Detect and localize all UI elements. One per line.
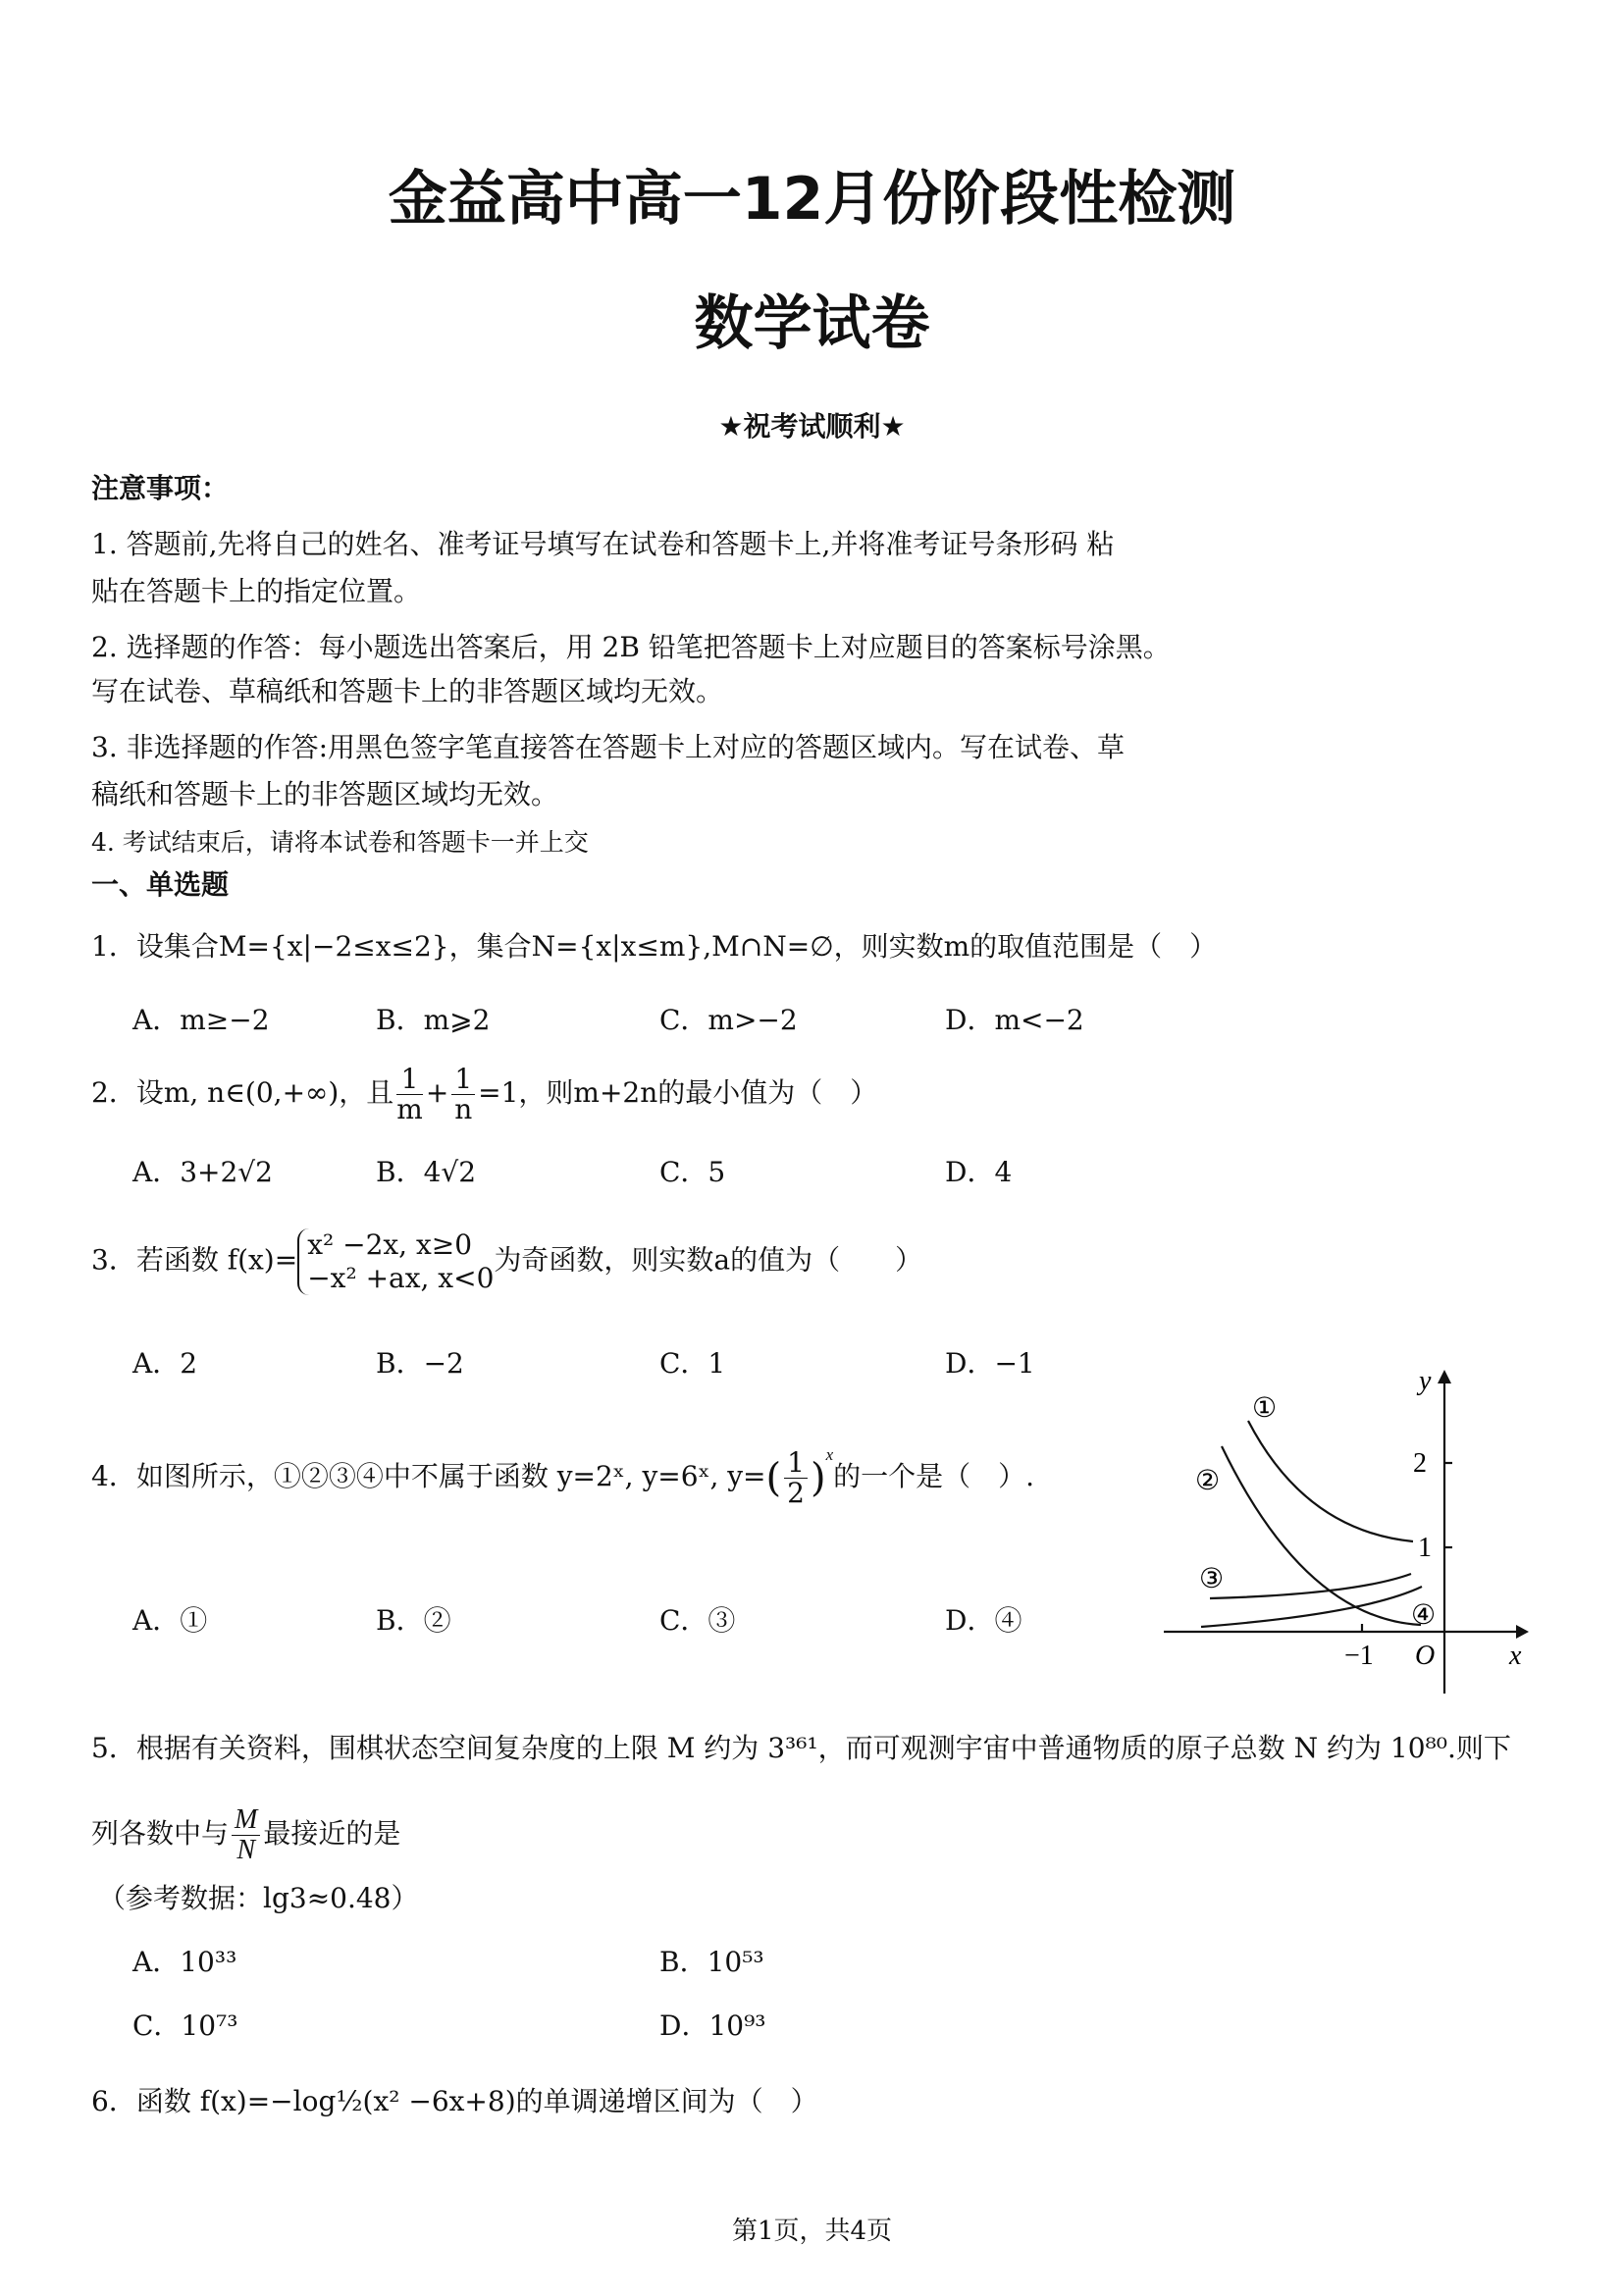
q3-text: 3．若函数 f(x)= bbox=[91, 1243, 298, 1277]
q2-text: 2．设m, n∈(0,+∞)，且 bbox=[91, 1076, 394, 1109]
fraction bbox=[232, 1805, 260, 1865]
note-line: 1. 答题前,先将自己的姓名、准考证号填写在试卷和答题卡上,并将准考证号条形码 粘 bbox=[91, 528, 1115, 560]
q2-option-b: B．4√2 bbox=[376, 1156, 477, 1188]
q3-option-c: C．1 bbox=[659, 1347, 726, 1380]
curve-1 bbox=[1248, 1421, 1413, 1541]
q2-text: =1，则m+2n的最小值为（ ） bbox=[478, 1076, 878, 1109]
question-4-stem: 4．如图所示，①②③④中不属于函数 y=2ˣ, y=6ˣ, y=( $\frac{1}{2}$ )$^x$的一个是（ ）. bbox=[91, 1445, 1035, 1509]
note-line: 写在试卷、草稿纸和答题卡上的非答题区域均无效。 bbox=[91, 675, 724, 707]
q2-option-d: D．4 bbox=[945, 1156, 1013, 1188]
q5-option-d: D．10⁹³ bbox=[659, 2009, 766, 2042]
exam-subtitle: 数学试卷 bbox=[694, 289, 930, 358]
curve-label-4: ④ bbox=[1411, 1600, 1437, 1631]
q5-text: 最接近的是 bbox=[263, 1817, 401, 1850]
blessing: ★祝考试顺利★ bbox=[718, 410, 906, 443]
question-1-stem: 1．设集合M={x|−2≤x≤2}，集合N={x|x≤m},M∩N=∅，则实数m的取值范围是（ ） bbox=[91, 930, 1218, 963]
plus-sign: + bbox=[425, 1076, 449, 1109]
curve-label-3: ③ bbox=[1199, 1564, 1225, 1594]
y-tick-1: 1 bbox=[1418, 1533, 1432, 1563]
curve-3 bbox=[1210, 1574, 1411, 1598]
question-5-stem: 5．根据有关资料，围棋状态空间复杂度的上限 M 约为 3³⁶¹，而可观测宇宙中普通物质的原子总数 N 约为 10⁸⁰.则下 bbox=[91, 1732, 1511, 1764]
exponential-graph-figure bbox=[1158, 1354, 1550, 1707]
q1-option-d: D．m<−2 bbox=[945, 1004, 1084, 1036]
origin-label: O bbox=[1415, 1641, 1436, 1671]
x-axis-label: x bbox=[1509, 1641, 1522, 1671]
exam-title: 金益高中高一12月份阶段性检测 bbox=[388, 165, 1236, 234]
curve-label-1: ① bbox=[1252, 1393, 1278, 1424]
page-footer: 第1页，共4页 bbox=[731, 2217, 893, 2246]
fraction bbox=[396, 1065, 423, 1124]
q5-text: 列各数中与 bbox=[91, 1817, 230, 1850]
notes-heading: 注意事项： bbox=[91, 472, 230, 504]
curve-label-2: ② bbox=[1195, 1466, 1221, 1496]
numerator: 1 bbox=[451, 1065, 475, 1095]
case-1: x² −2x, x≥0 bbox=[307, 1228, 473, 1261]
note-line: 贴在答题卡上的指定位置。 bbox=[91, 575, 422, 607]
q3-option-a: A．2 bbox=[132, 1347, 198, 1380]
section-heading: 一、单选题 bbox=[91, 868, 230, 901]
q5-option-c: C．10⁷³ bbox=[132, 2009, 238, 2042]
x-tick-neg1: −1 bbox=[1344, 1641, 1374, 1671]
y-tick-2: 2 bbox=[1413, 1448, 1427, 1479]
q3-option-d: D．−1 bbox=[945, 1347, 1035, 1380]
q5-option-a: A．10³³ bbox=[132, 1946, 237, 1978]
note-line: 稿纸和答题卡上的非答题区域均无效。 bbox=[91, 778, 559, 810]
piecewise-function bbox=[297, 1228, 494, 1295]
numerator: M bbox=[232, 1805, 260, 1836]
denominator: N bbox=[236, 1835, 256, 1865]
x-arrow-icon bbox=[1516, 1625, 1529, 1639]
denominator: 2 bbox=[787, 1477, 805, 1509]
question-2-stem bbox=[91, 1065, 877, 1124]
question-3-stem bbox=[91, 1228, 922, 1295]
denominator: m bbox=[396, 1093, 423, 1125]
y-arrow-icon bbox=[1438, 1370, 1451, 1383]
numerator: 1 bbox=[784, 1448, 808, 1479]
q4-text: 的一个是（ ）. bbox=[833, 1460, 1035, 1492]
q4-option-b: B．② bbox=[376, 1604, 451, 1637]
q1-option-a: A．m≥−2 bbox=[132, 1004, 270, 1036]
q4-text: 4．如图所示，①②③④中不属于函数 y=2ˣ, y=6ˣ, y= bbox=[91, 1460, 766, 1492]
q2-option-c: C．5 bbox=[659, 1156, 726, 1188]
q5-option-b: B．10⁵³ bbox=[659, 1946, 764, 1978]
q4-option-c: C．③ bbox=[659, 1604, 736, 1637]
fraction bbox=[451, 1065, 475, 1124]
q5-reference-data: （参考数据：lg3≈0.48） bbox=[98, 1882, 419, 1914]
question-5-stem-2 bbox=[91, 1805, 400, 1865]
note-line: 2. 选择题的作答：每小题选出答案后，用 2B 铅笔把答题卡上对应题目的答案标号涂黑。 bbox=[91, 631, 1171, 663]
case-2: −x² +ax, x<0 bbox=[307, 1262, 495, 1294]
exponent: x bbox=[825, 1445, 834, 1464]
numerator: 1 bbox=[396, 1065, 423, 1095]
q1-option-b: B．m⩾2 bbox=[376, 1004, 491, 1036]
question-6-stem: 6．函数 f(x)=−log½(x² −6x+8)的单调递增区间为（ ） bbox=[91, 2085, 818, 2117]
fraction bbox=[784, 1448, 808, 1508]
denominator: n bbox=[454, 1093, 473, 1125]
y-axis-label: y bbox=[1419, 1366, 1432, 1396]
q3-text: 为奇函数，则实数a的值为（ ） bbox=[494, 1243, 923, 1277]
q2-option-a: A．3+2√2 bbox=[132, 1156, 273, 1188]
q4-option-a: A．① bbox=[132, 1604, 208, 1637]
q1-option-c: C．m>−2 bbox=[659, 1004, 798, 1036]
q4-option-d: D．④ bbox=[945, 1604, 1022, 1637]
note-line: 3. 非选择题的作答:用黑色签字笔直接答在答题卡上对应的答题区域内。写在试卷、草 bbox=[91, 731, 1126, 763]
q3-option-b: B．−2 bbox=[376, 1347, 464, 1380]
note-line: 4. 考试结束后，请将本试卷和答题卡一并上交 bbox=[91, 828, 589, 857]
